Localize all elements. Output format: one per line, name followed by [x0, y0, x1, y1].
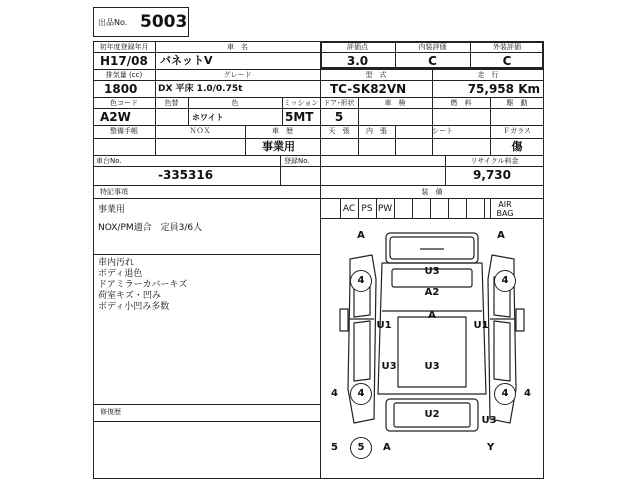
score-label: 評価点	[347, 43, 368, 51]
damage-mark: A	[357, 230, 365, 241]
rule	[93, 254, 320, 255]
windshield-label: Ｆガラス	[503, 127, 531, 135]
remark-line: 荷室キズ・凹み	[98, 291, 161, 301]
interior-grade-label: 内装評価	[418, 43, 447, 51]
doors: 5	[334, 110, 344, 124]
doors-label: ドア･形状	[323, 99, 355, 107]
damage-mark-circle: 4	[494, 270, 516, 292]
remark-line: 車内汚れ	[98, 258, 135, 268]
car-name-label: 車 名	[227, 43, 248, 51]
model-code: TC-SK82VN	[330, 82, 407, 96]
model-code-label: 型 式	[365, 71, 387, 79]
recycle-fee: 9,730	[473, 168, 511, 182]
damage-mark: U3	[381, 361, 397, 372]
lot-number-label: 出品No.	[98, 18, 128, 27]
interior-grade: C	[428, 54, 437, 68]
fuel-label: 燃 料	[450, 99, 472, 107]
vehicle-history: 事業用	[262, 140, 295, 153]
color: ホワイト	[192, 113, 224, 122]
remarks-label: 特記事項	[100, 188, 128, 196]
damage-mark-circle: 4	[350, 270, 372, 292]
repair-history-label: 修復歴	[100, 408, 121, 416]
color-code-label: 色コード	[110, 99, 138, 107]
inspection-label: 車 検	[384, 99, 406, 107]
color-label: 色	[231, 99, 239, 107]
grade-label: グレード	[223, 71, 252, 79]
registration-number-label: 登録No.	[284, 157, 310, 165]
damage-mark: A	[428, 310, 436, 321]
rule	[93, 108, 544, 109]
windshield-condition: 傷	[511, 140, 523, 153]
remark-line: 事業用	[98, 205, 126, 215]
damage-mark: 4	[524, 388, 531, 399]
nox-label: ＮＯＸ	[189, 127, 211, 135]
damage-mark: Y	[487, 442, 495, 453]
damage-mark: A	[497, 230, 505, 241]
remark-line: ドアミラーカバーキズ	[98, 280, 188, 290]
equipment-pw: PW	[376, 199, 395, 219]
transmission-label: ミッション	[283, 99, 319, 107]
lot-number-box	[93, 7, 189, 37]
equipment-cell	[412, 199, 431, 219]
car-name: バネットV	[160, 54, 213, 67]
equipment-ps: PS	[358, 199, 377, 219]
remark-line: ボディ小凹み多数	[98, 302, 170, 312]
first-registration-label: 初年度登録年月	[99, 43, 149, 51]
damage-mark: 5	[331, 442, 338, 453]
damage-mark: U3	[481, 415, 497, 426]
equipment-ac: AC	[340, 199, 359, 219]
chassis-number: -335316	[158, 168, 214, 182]
displacement-label: 排気量 (cc)	[105, 71, 143, 79]
first-registration: H17/08	[100, 54, 148, 68]
remark-line: ボディ退色	[98, 269, 143, 279]
damage-mark: A2	[424, 287, 440, 298]
recycle-fee-label: リサイクル料金	[470, 157, 519, 165]
damage-mark: 4	[331, 388, 338, 399]
equipment-cell	[448, 199, 467, 219]
mileage: 75,958 Km	[467, 82, 540, 96]
lot-number: 5003	[140, 12, 188, 32]
color-change-label: 色替	[164, 99, 179, 107]
mileage-label: 走 行	[477, 71, 499, 79]
maintenance-record-label: 整備手帳	[110, 127, 138, 135]
exterior-grade-label: 外装評価	[493, 43, 521, 51]
damage-mark-circle: 4	[350, 383, 372, 405]
displacement: 1800	[104, 82, 138, 96]
damage-mark: U1	[376, 320, 392, 331]
grade: DX 平床 1.0/0.75t	[158, 84, 243, 94]
equipment-cell	[466, 199, 485, 219]
damage-mark: U3	[424, 361, 440, 372]
rule	[280, 155, 281, 185]
score: 3.0	[346, 54, 369, 68]
damage-mark-circle: 5	[350, 437, 372, 459]
chassis-number-label: 車台No.	[96, 157, 122, 165]
damage-mark-circle: 4	[494, 383, 516, 405]
equipment-airbag: AIR BAG	[496, 200, 514, 218]
color-code: A2W	[100, 110, 131, 124]
transmission: 5MT	[285, 110, 314, 124]
drive-label: 駆 動	[506, 99, 528, 107]
equipment-grid	[322, 199, 520, 219]
rule	[93, 421, 320, 422]
rule	[93, 138, 544, 139]
ceiling-label: 天 張	[328, 127, 350, 135]
remark-line: NOX/PM適合 定員3/6人	[98, 223, 203, 233]
damage-mark: U1	[473, 320, 489, 331]
seat-label: シート	[432, 127, 453, 135]
rule	[93, 404, 320, 405]
vehicle-history-label: 車 歴	[272, 127, 293, 135]
damage-mark: A	[383, 442, 391, 453]
exterior-grade: C	[502, 54, 512, 68]
equipment-cell	[430, 199, 449, 219]
equipment-cell	[484, 199, 491, 219]
interior-trim-label: 内 張	[366, 127, 387, 135]
equipment-cell	[322, 199, 341, 219]
damage-mark: U2	[424, 409, 440, 420]
equipment-cell	[394, 199, 413, 219]
equipment-label: 装 備	[421, 188, 443, 196]
damage-mark: U3	[424, 266, 440, 277]
rule	[93, 185, 544, 186]
